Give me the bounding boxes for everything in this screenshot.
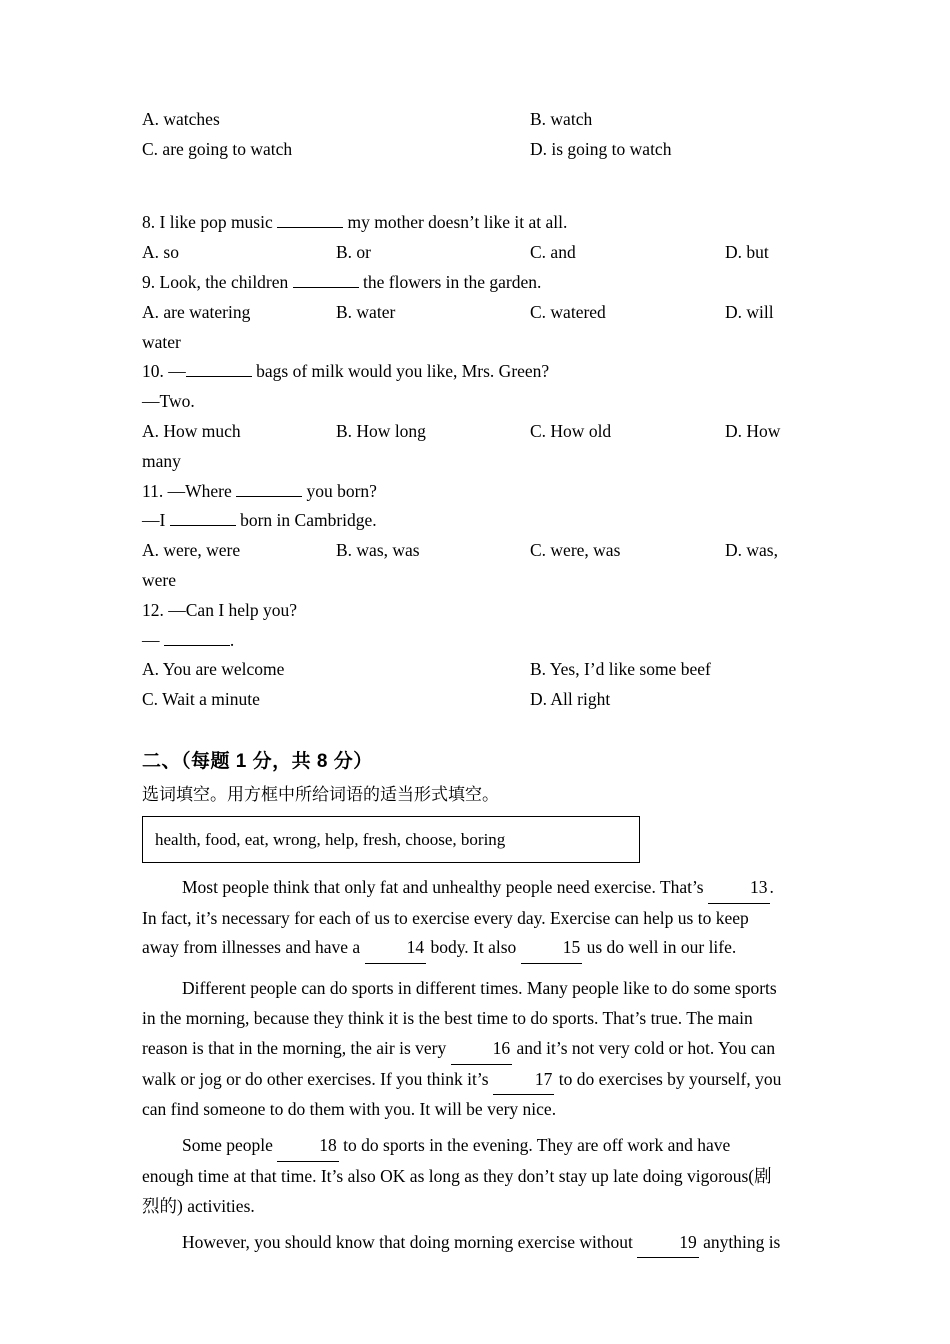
question-8-options [142, 238, 785, 268]
q10-answer-blank [186, 376, 252, 377]
blank-14: 14 [365, 933, 427, 964]
q8-option-a: A. so [142, 242, 179, 263]
question-11-stem-line1 [142, 477, 785, 507]
q9-option-b: B. water [336, 301, 396, 322]
q12-line2-prefix: — [142, 629, 160, 650]
q10-option-b: B. How long [336, 420, 426, 441]
q11-answer-blank-2 [170, 525, 236, 526]
blank-17: 17 [493, 1065, 555, 1096]
question-11-stem-line2 [142, 506, 785, 536]
question-12-options-row-1 [142, 655, 785, 685]
p2-text-part-2: and it’s not very cold or hot. You can walk or jog or do other exercises. If you think it’s [142, 1037, 776, 1089]
q10-option-d-wrap: many [142, 450, 181, 471]
blank-13: 13 [708, 873, 770, 904]
q7-option-a: A. watches [142, 109, 220, 129]
q11-line1-suffix: you born? [306, 480, 377, 501]
q9-option-d-wrap: water [142, 331, 181, 352]
question-12-stem-line2 [142, 626, 785, 656]
question-9-options [142, 298, 785, 328]
p1-text-part-4: us do well in our life. [586, 937, 737, 958]
blank-15: 15 [521, 933, 583, 964]
q8-answer-blank [277, 227, 343, 228]
p4-text-part-2: anything is [703, 1231, 781, 1252]
q9-option-d: D. will [725, 301, 774, 322]
q10-stem-prefix: 10. — [142, 361, 186, 382]
q9-stem-suffix: the flowers in the garden. [363, 271, 542, 292]
q11-answer-blank-1 [236, 496, 302, 497]
word-bank-box: health, food, eat, wrong, help, fresh, choose, boring [142, 816, 640, 863]
section-2-instruction: 选词填空。用方框中所给词语的适当形式填空。 [142, 784, 499, 804]
q12-option-c: C. Wait a minute [142, 689, 260, 710]
passage-paragraph-4 [142, 1228, 785, 1259]
q11-option-d: D. was, [725, 540, 778, 561]
q11-option-d-wrap: were [142, 569, 177, 590]
p3-text-part-2: to do sports in the evening. They are off work and have enough time at that time. It’s also OK as long as they don’t stay up late doing vigorous(剧烈的) activities. [142, 1135, 772, 1216]
passage-paragraph-2 [142, 974, 785, 1125]
q8-option-b: B. or [336, 242, 371, 263]
q8-option-d: D. but [725, 242, 769, 263]
q8-stem-prefix: 8. I like pop music [142, 212, 273, 233]
question-10-stem [142, 357, 785, 387]
spacer [142, 165, 785, 195]
p2-text-part-1: Different people can do sports in different times. Many people like to do some sports in the morning, because they think it is the best time to do sports. That’s true. The main reason is that in the morning, the air is very [142, 978, 777, 1058]
q12-option-a: A. You are welcome [142, 659, 285, 680]
q10-option-a: A. How much [142, 420, 241, 441]
q7-option-b: B. watch [530, 109, 593, 129]
q11-option-b: B. was, was [336, 540, 420, 561]
q11-line2-suffix: born in Cambridge. [240, 510, 377, 531]
spacer [142, 194, 785, 208]
blank-16: 16 [451, 1034, 513, 1065]
q10-option-d: D. How [725, 420, 781, 441]
q9-option-a: A. are watering [142, 301, 251, 322]
p3-text-part-1: Some people [182, 1135, 273, 1156]
q8-option-c: C. and [530, 242, 576, 263]
question-12-stem-line1: 12. —Can I help you? [142, 599, 298, 620]
p1-text-part-2: . In fact, it’s necessary for each of us to exercise every day. Exercise can help us to keep away from illnesses and have a [142, 876, 774, 958]
q11-option-c: C. were, was [530, 540, 621, 561]
q10-answer-line: —Two. [142, 391, 195, 412]
q7-options-row-2 [142, 135, 785, 165]
q9-stem-prefix: 9. Look, the children [142, 271, 289, 292]
q7-option-d: D. is going to watch [530, 138, 672, 159]
q9-option-c: C. watered [530, 301, 606, 322]
q12-option-b: B. Yes, I’d like some beef [530, 659, 711, 680]
p4-text-part-1: However, you should know that doing morning exercise without [182, 1231, 633, 1252]
p1-text-part-1: Most people think that only fat and unhealthy people need exercise. That’s [182, 876, 704, 897]
q11-line2-prefix: —I [142, 510, 166, 531]
q12-answer-blank [164, 645, 230, 646]
q10-stem-suffix: bags of milk would you like, Mrs. Green? [256, 361, 550, 382]
question-8-stem [142, 208, 785, 238]
p1-text-part-3: body. It also [430, 937, 517, 958]
q11-option-a: A. were, were [142, 540, 241, 561]
passage-paragraph-1 [142, 873, 785, 964]
q12-line2-suffix: . [229, 629, 235, 650]
q10-option-c: C. How old [530, 420, 612, 441]
question-11-options [142, 536, 785, 566]
blank-19: 19 [637, 1228, 699, 1259]
q11-line1-prefix: 11. —Where [142, 480, 232, 501]
blank-18: 18 [277, 1131, 339, 1162]
q7-option-c: C. are going to watch [142, 138, 293, 159]
question-12-options-row-2 [142, 685, 785, 715]
p2-text-part-3: to do exercises by yourself, you can find someone to do them with you. It will be very nice. [142, 1068, 782, 1120]
q9-answer-blank [293, 287, 359, 288]
q8-stem-suffix: my mother doesn’t like it at all. [347, 212, 568, 233]
question-10-options [142, 417, 785, 447]
q7-options-row-1 [142, 105, 785, 135]
passage-paragraph-3 [142, 1131, 785, 1221]
spacer [142, 715, 785, 745]
section-2-heading: 二、（每题 1 分，共 8 分） [142, 750, 373, 772]
q12-option-d: D. All right [530, 689, 611, 710]
question-9-stem [142, 268, 785, 298]
